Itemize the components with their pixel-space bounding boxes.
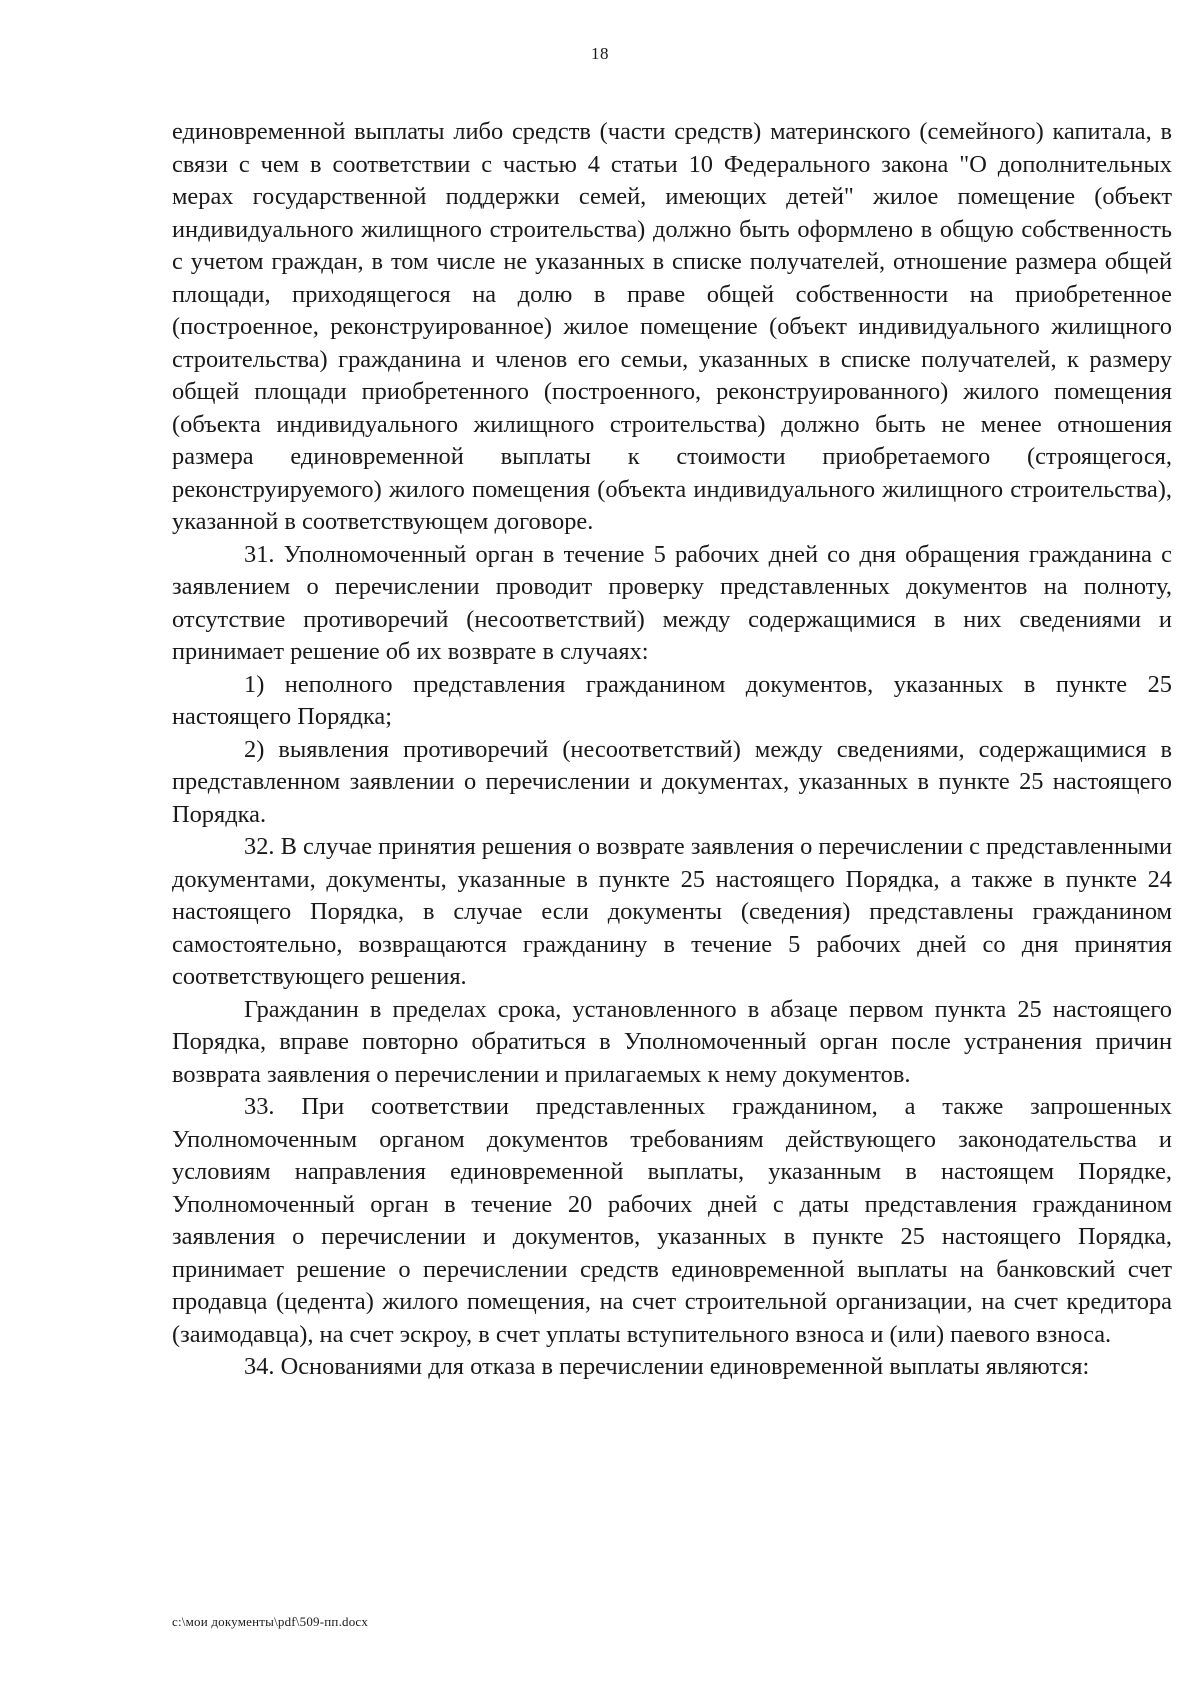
paragraph-item-1: 1) неполного представления гражданином документов, указанных в пункте 25 настоящего Порядка;	[172, 670, 1172, 730]
footer-file-path: c:\мои документы\pdf\509-пп.docx	[172, 1614, 369, 1629]
paragraph-continuation: единовременной выплаты либо средств (части средств) материнского (семейного) капитала, в связи с чем в соответствии с частью 4 статьи 10 Федерального закона "О дополнительных мерах государственной поддержки семей, имеющих детей" жилое помещение (объект индивидуального жилищного строительства) должно быть оформлено в общую собственность с учетом граждан, в том числе не указанных в списке получателей, отношение размера общей площади, приходящегося на долю в праве общей собственности на приобретенное (построенное, реконструированное) жилое помещение (объект индивидуального жилищного строительства) гражданина и членов его семьи, указанных в списке получателей, к размеру общей площади приобретенного (построенного, реконструированного) жилого помещения (объекта индивидуального жилищного строительства) должно быть не менее отношения размера единовременной выплаты к стоимости приобретаемого (строящегося, реконструируемого) жилого помещения (объекта индивидуального жилищного строительства), указанной в соответствующем договоре.	[172, 118, 1172, 535]
paragraph-clause-34: 34. Основаниями для отказа в перечислении единовременной выплаты являются:	[244, 1353, 1090, 1380]
paragraph-citizen-reapply: Гражданин в пределах срока, установленного в абзаце первом пункта 25 настоящего Порядка, вправе повторно обратиться в Уполномоченный орган после устранения причин возврата заявления о перечислении и прилагаемых к нему документов.	[172, 995, 1172, 1088]
paragraph-clause-33: 33. При соответствии представленных гражданином, а также запрошенных Уполномоченным органом документов требованиям действующего законодательства и условиям направления единовременной выплаты, указанным в настоящем Порядке, Уполномоченный орган в течение 20 рабочих дней с даты представления гражданином заявления о перечислении и документов, указанных в пункте 25 настоящего Порядка, принимает решение о перечислении средств единовременной выплаты на банковский счет продавца (цедента) жилого помещения, на счет строительной организации, на счет кредитора (заимодавца), на счет эскроу, в счет уплаты вступительного взноса и (или) паевого взноса.	[172, 1093, 1172, 1348]
paragraph-clause-31: 31. Уполномоченный орган в течение 5 рабочих дней со дня обращения гражданина с заявлением о перечислении проводит проверку представленных документов на полноту, отсутствие противоречий (несоответствий) между содержащимися в них сведениями и принимает решение об их возврате в случаях:	[172, 540, 1172, 665]
paragraph-clause-32: 32. В случае принятия решения о возврате заявления о перечислении с представленными документами, документы, указанные в пункте 25 настоящего Порядка, а также в пункте 24 настоящего Порядка, в случае если документы (сведения) представлены гражданином самостоятельно, возвращаются гражданину в течение 5 рабочих дней со дня принятия соответствующего решения.	[172, 833, 1172, 990]
paragraph-item-2: 2) выявления противоречий (несоответствий) между сведениями, содержащимися в представленном заявлении о перечислении и документах, указанных в пункте 25 настоящего Порядка.	[172, 735, 1172, 828]
page-number: 18	[591, 44, 609, 63]
document-body	[172, 116, 1172, 1384]
